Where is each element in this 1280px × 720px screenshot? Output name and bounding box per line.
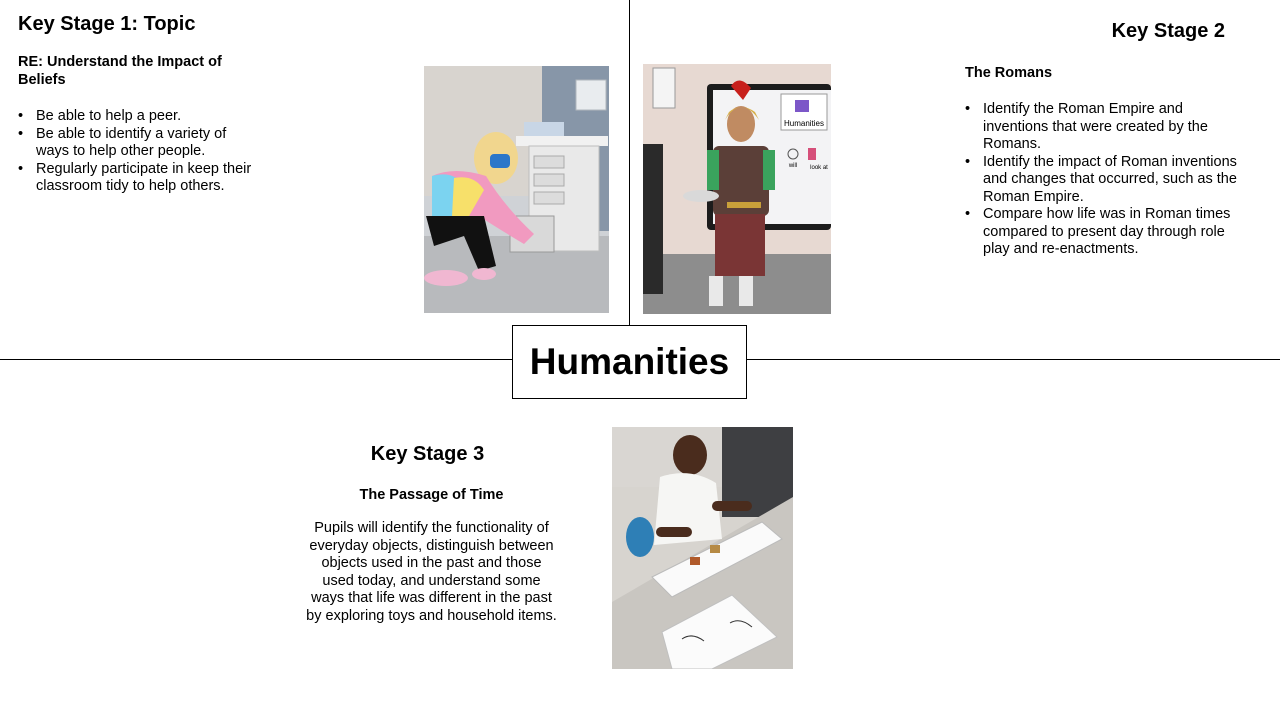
humanities-title-box bbox=[512, 325, 747, 399]
photo-pupil-worksheet bbox=[612, 427, 793, 669]
ks2-subheading: The Romans bbox=[965, 65, 1053, 81]
ks1-subheading: RE: Understand the Impact of Beliefs bbox=[18, 54, 222, 88]
ks3-paragraph: Pupils will identify the functionality of everyday objects, distinguish between objects used in the past and those used today, and understand some ways that life was different in the past by exploring toys and household items. bbox=[306, 520, 557, 624]
ks2-points bbox=[965, 101, 1250, 259]
screen-title: Humanities bbox=[783, 119, 825, 128]
vertical-divider bbox=[629, 0, 630, 325]
ks3-section bbox=[305, 443, 558, 626]
ks2-point: • Identify the impact of Roman inventions and changes that occurred, such as the Roman Empire. bbox=[965, 154, 1250, 207]
ks2-point: • Identify the Roman Empire and inventions that were created by the Romans. bbox=[965, 101, 1250, 154]
ks1-section bbox=[18, 13, 268, 196]
screen-word-1: will bbox=[788, 163, 798, 169]
ks1-heading: Key Stage 1: Topic bbox=[18, 13, 196, 35]
ks3-subheading: The Passage of Time bbox=[359, 487, 504, 503]
ks1-point: • Be able to identify a variety of ways to help other people. bbox=[18, 126, 258, 161]
photo-roman-costume bbox=[643, 64, 831, 314]
ks1-points bbox=[18, 108, 258, 196]
ks2-heading: Key Stage 2 bbox=[1111, 20, 1225, 42]
humanities-title: Humanities bbox=[529, 341, 730, 382]
ks3-heading: Key Stage 3 bbox=[370, 443, 485, 465]
ks1-point: • Regularly participate in keep their classroom tidy to help others. bbox=[18, 161, 258, 196]
photo-child-tidying bbox=[424, 66, 609, 313]
ks2-point: • Compare how life was in Roman times compared to present day through role play and re-enactments. bbox=[965, 206, 1250, 259]
horizontal-divider-left bbox=[0, 359, 512, 360]
ks2-section bbox=[965, 20, 1255, 259]
screen-word-2: look at bbox=[810, 165, 828, 171]
ks1-point: • Be able to help a peer. bbox=[18, 108, 258, 126]
horizontal-divider-right bbox=[747, 359, 1280, 360]
